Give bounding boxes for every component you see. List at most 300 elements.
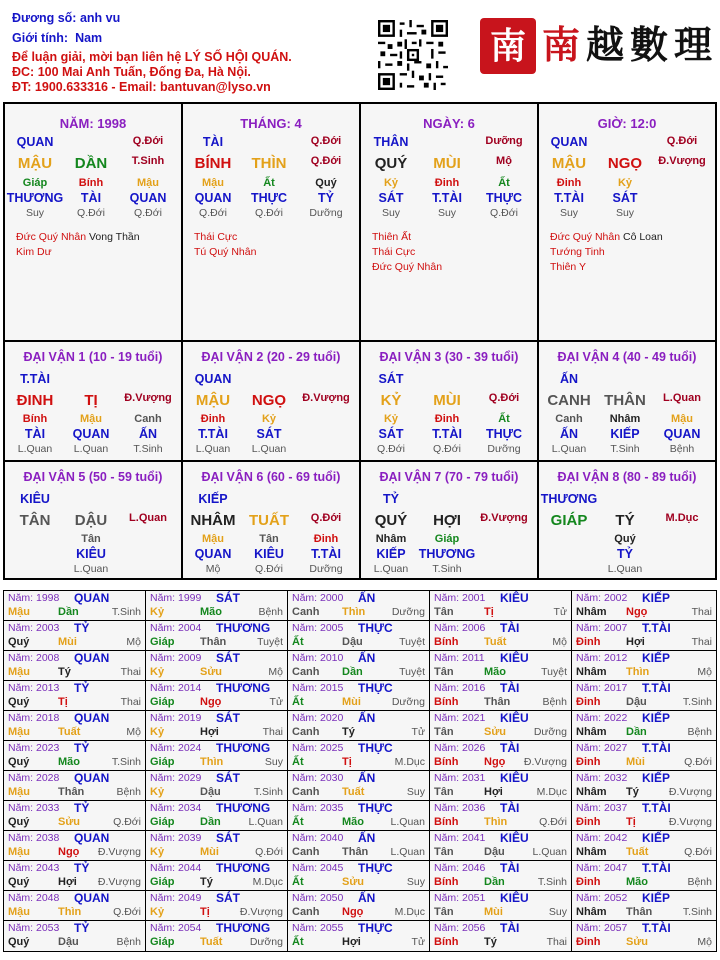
dai-van-cell-5-row-3-col-2: Tân (81, 533, 101, 545)
dai-van-cell-4-row-4 (539, 427, 715, 444)
year-branch: Thân (626, 906, 653, 918)
pillar-cell-1-row-4 (5, 191, 181, 208)
dai-van-cell-4-row-1 (539, 372, 715, 389)
pillar-cell-1-note-1-part-1: Đức Quý Nhân (16, 231, 87, 243)
year-stem: Giáp (150, 816, 175, 828)
pillar-cell-2-row-5-col-3: Dưỡng (309, 207, 343, 219)
pillar-cell-1-row-1-col-1: QUAN (16, 135, 54, 149)
dai-van-cell-7-title: ĐẠI VẬN 7 (70 - 79 tuổi) (379, 470, 519, 484)
year-stem: Tân (434, 666, 454, 678)
year-cell-2000 (288, 591, 430, 621)
year-cell-2038 (4, 831, 146, 861)
dai-van-cell-1-row-4 (5, 427, 181, 444)
pillar-cell-4-note-3 (550, 260, 586, 275)
dai-van-cell-3-row-5-col-3: Dưỡng (487, 443, 521, 455)
year-label: Năm: 2005 (292, 622, 344, 634)
year-stem: Mậu (8, 606, 30, 618)
year-stage: Đ.Vượng (97, 876, 141, 888)
pillar-cell-2-note-1-part-1: Thái Cực (194, 231, 238, 243)
year-stage: Q.Đới (684, 846, 712, 858)
year-branch: Sửu (342, 876, 365, 888)
year-stage: Thai (546, 936, 567, 948)
year-cell-2003 (4, 621, 146, 651)
dai-van-cell-5-row-5 (5, 563, 181, 578)
pillar-cell-1-row-2 (5, 155, 181, 172)
year-cell-2041 (430, 831, 572, 861)
year-branch: Dậu (626, 696, 647, 708)
year-branch: Dần (200, 816, 221, 828)
year-cell-2020 (288, 711, 430, 741)
year-stem: Kỷ (150, 606, 165, 618)
year-star: SÁT (216, 891, 240, 905)
year-cell-2028 (4, 771, 146, 801)
year-branch: Tý (484, 936, 497, 948)
dai-van-cell-7-row-5-col-2: T.Sinh (432, 563, 462, 575)
dai-van-cell-6-row-2 (183, 512, 359, 529)
year-cell-2021 (430, 711, 572, 741)
year-cell-2040 (288, 831, 430, 861)
year-star: TỶ (74, 801, 90, 815)
pillar-cell-4-row-2-col-1: MẬU (551, 155, 587, 172)
year-stem: Kỷ (150, 726, 165, 738)
year-star: KIẾP (642, 771, 671, 785)
dai-van-cell-3-row-3-col-3: Ất (498, 413, 510, 425)
year-cell-2012 (572, 651, 716, 681)
pillar-cell-2-row-2-col-2: THÌN (251, 155, 287, 172)
gender-label: Giới tính: (12, 31, 69, 45)
year-stem: Quý (8, 876, 30, 888)
year-stage: Suy (548, 906, 567, 918)
year-label: Năm: 2020 (292, 712, 344, 724)
year-star: TÀI (500, 801, 520, 815)
year-branch: Dậu (342, 636, 363, 648)
dai-van-cell-1-row-2-col-3: Đ.Vượng (124, 392, 172, 404)
year-stage: L.Quan (532, 846, 567, 858)
year-cell-2007 (572, 621, 716, 651)
year-stage: Q.Đới (539, 816, 567, 828)
year-stage: T.Sinh (682, 696, 712, 708)
pillar-cell-1-row-1-col-3: Q.Đới (132, 135, 164, 147)
year-stem: Giáp (150, 876, 175, 888)
year-cell-2001 (430, 591, 572, 621)
year-cell-2027 (572, 741, 716, 771)
year-branch: Thân (58, 786, 85, 798)
dai-van-cell-3-row-4-col-2: T.TÀI (432, 427, 462, 441)
dai-van-cell-2-row-5-col-2: L.Quan (251, 443, 287, 455)
pillar-cell-3-row-2 (361, 155, 537, 172)
year-stage: Suy (264, 756, 283, 768)
year-stage: Tuyệt (399, 636, 425, 648)
year-stage: Tuyệt (541, 666, 567, 678)
year-stage: Đ.Vượng (97, 846, 141, 858)
dai-van-cell-4-row-2-col-2: THÂN (604, 392, 646, 409)
year-stage: Bệnh (258, 606, 283, 618)
pillar-cell-1 (5, 104, 183, 342)
dai-van-cell-5-row-2-col-3: L.Quan (129, 512, 167, 524)
year-star: ẤN (358, 831, 376, 845)
year-label: Năm: 2012 (576, 652, 628, 664)
year-branch: Tuất (200, 936, 223, 948)
year-stage: M.Dục (252, 876, 283, 888)
year-branch: Tị (484, 606, 494, 618)
dai-van-cell-4-row-5-col-1: L.Quan (551, 443, 587, 455)
year-cell-2019 (146, 711, 288, 741)
year-stem: Bính (434, 756, 459, 768)
year-branch: Thìn (626, 666, 650, 678)
year-label: Năm: 2016 (434, 682, 486, 694)
year-branch: Ngọ (342, 906, 364, 918)
year-stage: Thai (691, 606, 712, 618)
year-star: ẤN (358, 771, 376, 785)
year-star: ẤN (358, 591, 376, 605)
year-label: Năm: 2034 (150, 802, 202, 814)
dai-van-cell-1-row-5-col-2: L.Quan (73, 443, 109, 455)
year-stage: Suy (406, 876, 425, 888)
year-branch: Mão (342, 816, 364, 828)
dai-van-cell-6-row-4 (183, 547, 359, 564)
year-cell-2056 (430, 921, 572, 951)
year-branch: Tuất (484, 636, 507, 648)
year-branch: Thân (200, 636, 227, 648)
dai-van-cell-3-row-4-col-1: SÁT (378, 427, 404, 441)
year-label: Năm: 2025 (292, 742, 344, 754)
year-cell-2026 (430, 741, 572, 771)
year-stem: Tân (434, 786, 454, 798)
year-stem: Ất (292, 636, 304, 648)
year-star: THỰC (358, 681, 393, 695)
pillar-cell-1-row-3-col-3: Mậu (137, 177, 159, 189)
dai-van-cell-4-row-4-col-3: QUAN (663, 427, 701, 441)
dai-van-cell-6-title: ĐẠI VẬN 6 (60 - 69 tuổi) (201, 470, 341, 484)
dai-van-cell-8-row-2-col-1: GIÁP (550, 512, 588, 529)
year-branch: Ngọ (200, 696, 222, 708)
year-stem: Đinh (576, 756, 601, 768)
year-branch: Sửu (200, 666, 223, 678)
dai-van-cell-1-row-5-col-1: L.Quan (17, 443, 53, 455)
year-label: Năm: 2024 (150, 742, 202, 754)
pillar-cell-3-title: NGÀY: 6 (423, 116, 475, 131)
year-stage: M.Dục (394, 756, 425, 768)
dai-van-cell-2-row-2 (183, 392, 359, 409)
year-star: THƯƠNG (216, 861, 271, 875)
dai-van-cell-8-row-4 (539, 547, 715, 564)
pillar-cell-3-row-4 (361, 191, 537, 208)
dai-van-cell-1-row-2 (5, 392, 181, 409)
year-label: Năm: 2029 (150, 772, 202, 784)
year-branch: Hợi (484, 786, 503, 798)
year-cell-2032 (572, 771, 716, 801)
year-stem: Đinh (576, 636, 601, 648)
dai-van-cell-3-row-4 (361, 427, 537, 444)
year-stage: Dưỡng (249, 936, 283, 948)
pillar-cell-1-row-3-col-1: Giáp (22, 177, 48, 189)
pillar-cell-3-row-4-col-2: T.TÀI (432, 191, 462, 205)
annual-luck-table (3, 590, 717, 952)
dai-van-cell-2-row-2-col-1: MẬU (195, 392, 231, 409)
year-cell-2057 (572, 921, 716, 951)
dai-van-cell-6-row-3-col-1: Mậu (202, 533, 224, 545)
year-star: ẤN (358, 651, 376, 665)
year-cell-2044 (146, 861, 288, 891)
dai-van-cell-6-row-1-col-1: KIẾP (198, 492, 228, 506)
pillar-cell-2-note-2 (194, 245, 256, 260)
owner-label: Đương số: (12, 11, 77, 25)
year-label: Năm: 2031 (434, 772, 486, 784)
year-cell-2048 (4, 891, 146, 921)
year-stage: Dưỡng (391, 696, 425, 708)
dai-van-cell-4-row-2-col-1: CANH (547, 392, 591, 409)
year-star: T.TÀI (642, 921, 671, 935)
dai-van-cell-4-row-3-col-2: Nhâm (609, 413, 641, 425)
year-branch: Tuất (342, 786, 365, 798)
pillar-cell-4-note-1-part-2: Cô Loan (620, 231, 663, 243)
year-stem: Nhâm (576, 906, 607, 918)
year-stem: Tân (434, 906, 454, 918)
dai-van-cell-1-row-2-col-2: TỊ (84, 392, 98, 409)
year-star: T.TÀI (642, 801, 671, 815)
dai-van-cell-8-row-5-col-2: L.Quan (607, 563, 643, 575)
year-star: KIÊU (500, 891, 529, 905)
year-label: Năm: 2032 (576, 772, 628, 784)
dai-van-cell-3-row-4-col-3: THỰC (485, 427, 523, 441)
dai-van-cell-4-row-4-col-1: ẤN (559, 427, 579, 441)
year-star: KIÊU (500, 651, 529, 665)
year-stem: Canh (292, 846, 320, 858)
year-star: SÁT (216, 711, 240, 725)
year-cell-2018 (4, 711, 146, 741)
year-star: QUAN (74, 591, 110, 605)
pillar-cell-1-note-1-part-2: Vong Thần (86, 231, 140, 243)
pillar-cell-2-row-1-col-3: Q.Đới (310, 135, 342, 147)
pillar-cell-2 (183, 104, 361, 342)
year-star: KIÊU (500, 711, 529, 725)
year-branch: Mùi (58, 636, 77, 648)
dai-van-cell-8-row-4-col-2: TỶ (617, 547, 633, 561)
year-stem: Mậu (8, 726, 30, 738)
year-stage: T.Sinh (111, 756, 141, 768)
year-branch: Hợi (342, 936, 361, 948)
year-star: QUAN (74, 771, 110, 785)
year-label: Năm: 2049 (150, 892, 202, 904)
dai-van-cell-8-row-5 (539, 563, 715, 578)
year-star: THƯƠNG (216, 741, 271, 755)
pillar-cell-4-row-2-col-3: Đ.Vượng (658, 155, 706, 167)
dai-van-cell-8-row-2-col-2: TÝ (615, 512, 635, 529)
year-stage: Dưỡng (533, 726, 567, 738)
pillar-cell-3-row-1 (361, 135, 537, 152)
year-label: Năm: 2011 (434, 652, 485, 664)
year-cell-2023 (4, 741, 146, 771)
year-stem: Bính (434, 936, 459, 948)
year-stem: Nhâm (576, 666, 607, 678)
year-stage: Bệnh (687, 726, 712, 738)
dai-van-cell-7-row-2-col-2: HỢI (433, 512, 461, 529)
year-label: Năm: 2008 (8, 652, 60, 664)
year-star: T.TÀI (642, 741, 671, 755)
brand-char-1: 南 (542, 22, 587, 67)
year-label: Năm: 1998 (8, 592, 60, 604)
dai-van-cell-7-row-2-col-3: Đ.Vượng (480, 512, 528, 524)
year-label: Năm: 2030 (292, 772, 344, 784)
year-stem: Canh (292, 906, 320, 918)
dai-van-cell-5-row-5-col-2: L.Quan (73, 563, 109, 575)
dai-van-cell-2 (183, 342, 361, 462)
dai-van-cell-7-row-1 (361, 492, 537, 509)
pillar-cell-1-row-5-col-3: Q.Đới (134, 207, 162, 219)
pillar-cell-4 (539, 104, 715, 342)
year-star: TỶ (74, 621, 90, 635)
year-star: THƯƠNG (216, 681, 271, 695)
year-stem: Nhâm (576, 726, 607, 738)
dai-van-cell-7-row-3-col-1: Nhâm (375, 533, 407, 545)
year-label: Năm: 2003 (8, 622, 60, 634)
year-branch: Tị (58, 696, 68, 708)
year-branch: Tị (626, 816, 636, 828)
year-label: Năm: 2055 (292, 922, 344, 934)
year-branch: Tý (342, 726, 355, 738)
dai-van-cell-1-row-5-col-3: T.Sinh (133, 443, 163, 455)
year-stage: T.Sinh (682, 906, 712, 918)
year-cell-1998 (4, 591, 146, 621)
year-cell-2016 (430, 681, 572, 711)
year-star: TÀI (500, 861, 520, 875)
year-stage: Tử (553, 606, 567, 618)
year-stem: Bính (434, 636, 459, 648)
dai-van-cell-3-row-2-col-3: Q.Đới (488, 392, 520, 404)
dai-van-cell-3-title: ĐẠI VẬN 3 (30 - 39 tuổi) (379, 350, 519, 364)
dai-van-cell-2-row-2-col-3: Đ.Vượng (302, 392, 350, 404)
year-stem: Quý (8, 936, 30, 948)
year-stem: Ất (292, 816, 304, 828)
dai-van-cell-2-row-3-col-1: Đinh (200, 413, 226, 425)
dai-van-cell-5-row-1-col-1: KIÊU (20, 492, 50, 506)
year-star: THỰC (358, 801, 393, 815)
year-star: THỰC (358, 741, 393, 755)
year-branch: Thìn (58, 906, 82, 918)
year-star: ẤN (358, 711, 376, 725)
year-stem: Tân (434, 726, 454, 738)
year-stage: Tử (269, 696, 283, 708)
year-star: KIẾP (642, 711, 671, 725)
year-stem: Ất (292, 936, 304, 948)
dai-van-cell-5-row-2-col-2: DẬU (74, 512, 108, 529)
dai-van-cell-6-row-5-col-1: Mộ (205, 563, 221, 575)
year-stage: L.Quan (390, 816, 425, 828)
dai-van-cell-6-row-2-col-1: NHÂM (190, 512, 236, 529)
year-stem: Canh (292, 666, 320, 678)
year-star: SÁT (216, 591, 240, 605)
year-branch: Dậu (200, 786, 221, 798)
year-stem: Đinh (576, 816, 601, 828)
dai-van-cell-4-row-2-col-3: L.Quan (663, 392, 701, 404)
year-branch: Hợi (58, 876, 77, 888)
pillar-cell-3-row-2-col-1: QUÝ (374, 155, 408, 172)
dai-van-cell-8-row-3-col-2: Quý (614, 533, 636, 545)
year-cell-2034 (146, 801, 288, 831)
dai-van-cell-3-row-3-col-2: Đinh (434, 413, 460, 425)
dai-van-cell-6-row-5-col-2: Q.Đới (255, 563, 283, 575)
qr-code-icon (378, 20, 448, 90)
year-branch: Thân (342, 846, 369, 858)
year-stage: M.Dục (536, 786, 567, 798)
dai-van-cell-4-row-1-col-1: ẤN (559, 372, 579, 386)
year-branch: Dần (626, 726, 647, 738)
year-label: Năm: 2039 (150, 832, 202, 844)
dai-van-cell-8-row-1-col-1: THƯƠNG (540, 492, 598, 506)
pillar-cell-1-row-1 (5, 135, 181, 152)
year-stage: T.Sinh (111, 606, 141, 618)
year-star: TÀI (500, 681, 520, 695)
year-stem: Giáp (150, 756, 175, 768)
year-stage: Đ.Vượng (523, 756, 567, 768)
dai-van-cell-4-row-2 (539, 392, 715, 409)
year-stem: Kỷ (150, 906, 165, 918)
pillar-cell-1-row-2-col-3: T.Sinh (131, 155, 165, 167)
pillar-cell-4-title: GIỜ: 12:0 (597, 116, 657, 131)
year-label: Năm: 2036 (434, 802, 486, 814)
year-branch: Ngọ (626, 606, 648, 618)
year-stem: Kỷ (150, 666, 165, 678)
dai-van-cell-5-row-2 (5, 512, 181, 529)
pillar-cell-4-row-5-col-1: Suy (559, 207, 579, 219)
dai-van-cell-4 (539, 342, 715, 462)
pillar-cell-3-row-3-col-1: Kỷ (383, 177, 399, 189)
dai-van-cell-5-title: ĐẠI VẬN 5 (50 - 59 tuổi) (23, 470, 163, 484)
year-star: TỶ (74, 681, 90, 695)
dai-van-cell-1 (5, 342, 183, 462)
year-star: SÁT (216, 831, 240, 845)
year-branch: Dần (342, 666, 363, 678)
pillar-cell-2-row-1-col-1: TÀI (202, 135, 224, 149)
dai-van-cell-6-row-5-col-3: Dưỡng (309, 563, 343, 575)
dai-van-cell-7 (361, 462, 539, 578)
year-branch: Mùi (342, 696, 361, 708)
year-stage: Suy (406, 786, 425, 798)
year-cell-2015 (288, 681, 430, 711)
year-label: Năm: 2022 (576, 712, 628, 724)
year-stage: M.Dục (394, 906, 425, 918)
pillar-cell-4-row-1-col-1: QUAN (550, 135, 588, 149)
dai-van-cell-6-row-3-col-3: Đinh (313, 533, 339, 545)
year-branch: Hợi (200, 726, 219, 738)
year-cell-2047 (572, 861, 716, 891)
dai-van-cell-8 (539, 462, 715, 578)
year-stage: Đ.Vượng (668, 816, 712, 828)
pillar-cell-4-note-1 (550, 230, 663, 245)
pillar-cell-3-row-5 (361, 207, 537, 224)
year-stage: Bệnh (116, 786, 141, 798)
year-stage: Tuyệt (399, 666, 425, 678)
year-branch: Tuất (58, 726, 81, 738)
dai-van-cell-6-row-4-col-2: KIÊU (254, 547, 284, 561)
year-branch: Mão (58, 756, 80, 768)
pillar-cell-2-row-3-col-1: Mậu (202, 177, 224, 189)
pillar-cell-2-title: THÁNG: 4 (240, 116, 302, 131)
pillar-cell-4-row-4-col-2: SÁT (612, 191, 638, 205)
year-stem: Bính (434, 816, 459, 828)
year-cell-2043 (4, 861, 146, 891)
year-stage: L.Quan (390, 846, 425, 858)
year-label: Năm: 2021 (434, 712, 486, 724)
year-star: THƯƠNG (216, 921, 271, 935)
dai-van-cell-3-row-5-col-2: Q.Đới (433, 443, 461, 455)
pillar-cell-1-row-5-col-1: Suy (25, 207, 45, 219)
dai-van-cell-3-row-3-col-1: Kỷ (383, 413, 399, 425)
year-stage: L.Quan (248, 816, 283, 828)
dai-van-cell-6-row-4-col-1: QUAN (194, 547, 232, 561)
year-star: TÀI (500, 621, 520, 635)
year-star: THỰC (358, 621, 393, 635)
